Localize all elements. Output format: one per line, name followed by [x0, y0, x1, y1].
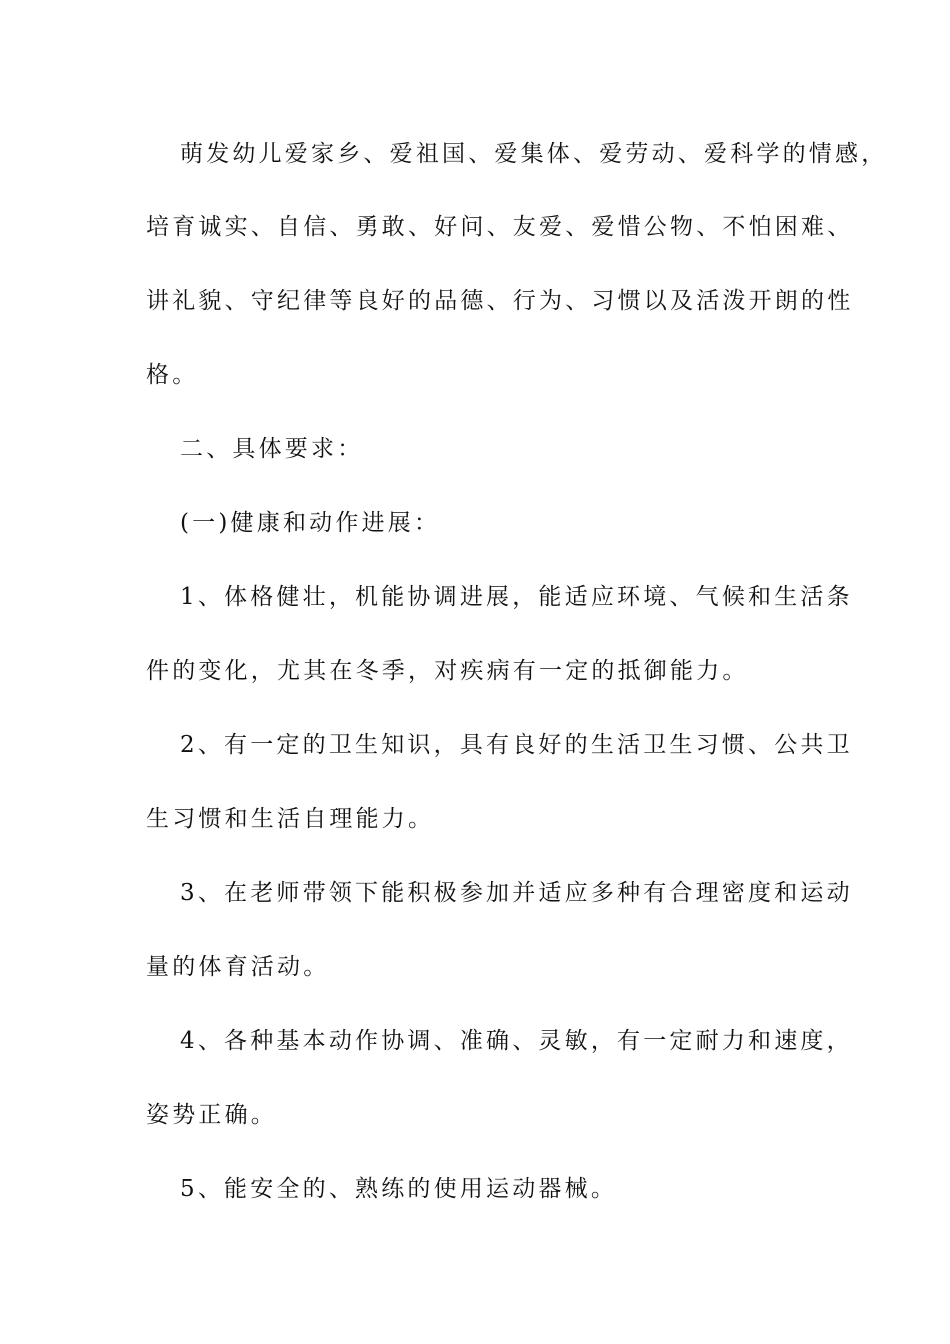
list-item-line: 量的体育活动。 [146, 954, 330, 980]
subsection-heading: (一)健康和动作进展： [180, 510, 441, 536]
list-item-line: 3、在老师带领下能积极参加并适应多种有合理密度和运动 [180, 880, 853, 906]
list-item-line: 4、各种基本动作协调、准确、灵敏，有一定耐力和速度， [180, 1028, 853, 1054]
list-item-line: 件的变化，尤其在冬季，对疾病有一定的抵御能力。 [146, 658, 749, 684]
list-item-line: 2、有一定的卫生知识，具有良好的生活卫生习惯、公共卫 [180, 732, 853, 758]
paragraph-line: 讲礼貌、守纪律等良好的品德、行为、习惯以及活泼开朗的性 [146, 288, 854, 314]
paragraph-line: 萌发幼儿爱家乡、爱祖国、爱集体、爱劳动、爱科学的情感， [180, 141, 888, 167]
list-item-line: 1、体格健壮，机能协调进展，能适应环境、气候和生活条 [180, 584, 853, 610]
paragraph-line: 培育诚实、自信、勇敢、好问、友爱、爱惜公物、不怕困难、 [146, 214, 854, 240]
section-heading: 二、具体要求： [180, 436, 364, 462]
list-item-line: 5、能安全的、熟练的使用运动器械。 [180, 1176, 618, 1202]
paragraph-line: 格。 [146, 362, 199, 388]
list-item-line: 生习惯和生活自理能力。 [146, 806, 435, 832]
list-item-line: 姿势正确。 [146, 1102, 277, 1128]
